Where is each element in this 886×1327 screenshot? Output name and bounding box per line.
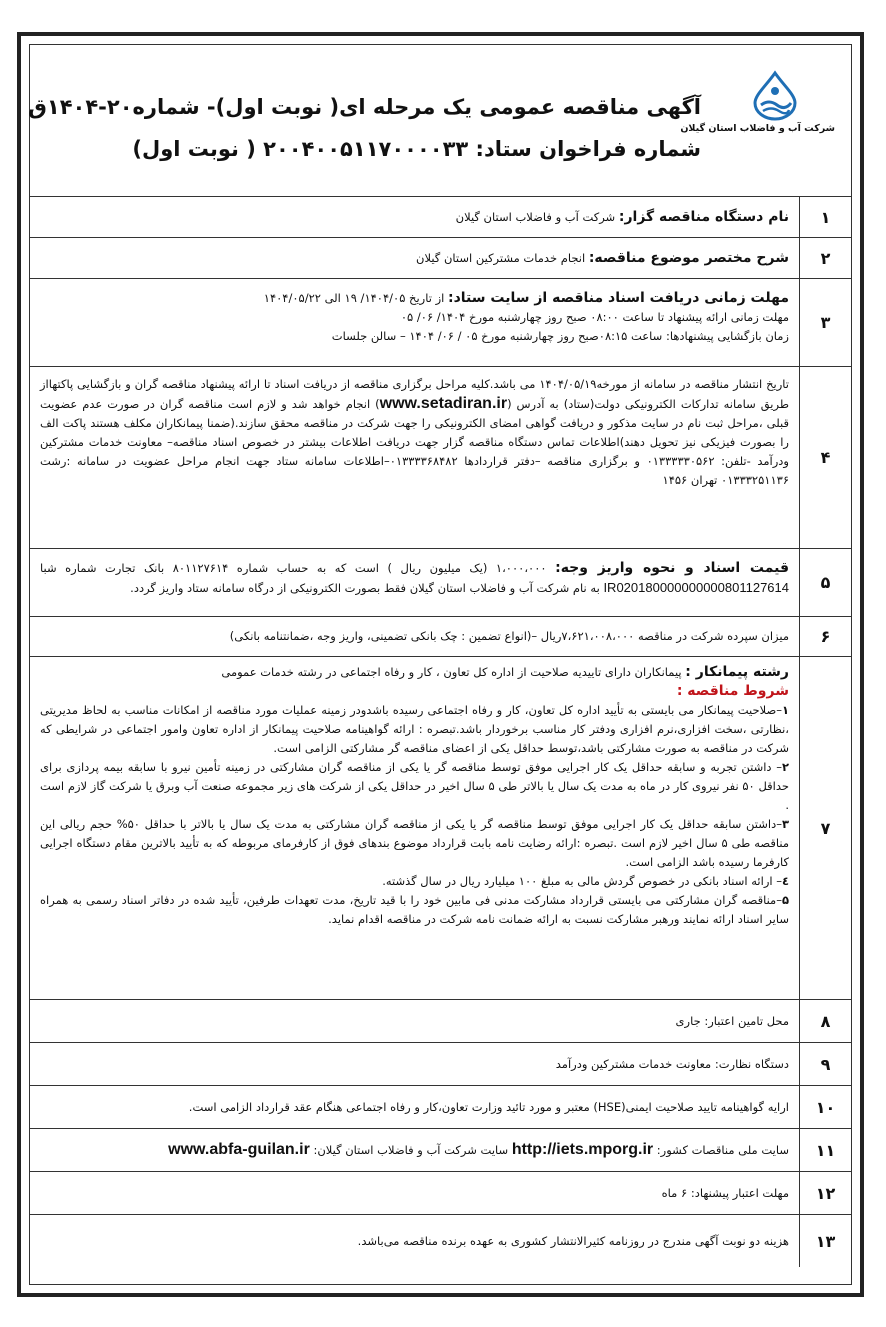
row-content [30,1043,799,1085]
logo-caption: شرکت آب و فاضلاب استان گیلان [680,123,835,134]
row-text: مهلت اعتبار پیشنهاد: ۶ ماه [661,1185,789,1200]
row-number: ۹ [799,1043,851,1085]
row-number: ۷ [799,657,851,999]
table-row [30,1129,851,1172]
row-text: سایت ملی مناقصات کشور: [653,1143,789,1157]
condition-item: ۱–صلاحیت پیمانکار می بایستی به تأیید اداره کل تعاون، کار و رفاه اجتماعی رسیده باشدودر زمینه عملیات مورد مناقصه از امکانات مناسب به لحاظ مدیریتی ،نظارتی ،سخت افزاری،نرم افزاری ودفتر کار مناسب برخوردار باشد.تبصره : ارائه گواهینامه صلاحیت پیمانکار از اداره تعاون وامور اجتماعی در شرایطی که شرکت در مناقصه به صورت مشارکتی باشد،توسط حداقل یکی از اعضای مناقصه گر مشارکتی الزامی است. [40,703,789,755]
condition-item: ۲– داشتن تجربه و سابقه حداقل یک کار اجرایی موفق توسط مناقصه گر یا یکی از مناقصه گران مشارکتی در زمینه تأمین نیرو با سابقه بیمه پردازی برای حداقل ۵۰ نفر نیروی کار در ماه به مدت یک سال یا بالاتر طی ۵ سال اخیر در حداقل یکی از شرکت های زیر مجموعه صنعت آب وبرق یا شرکت گاز لازم است . [40,760,789,812]
row-content [30,197,799,237]
row-text: ) انجام خواهد شد و لازم است مناقصه گران در صورت عدم عضویت قبلی ،مراحل ثبت نام در سایت مذکور و دریافت گواهی امضای الکترونیکی را جهت شرکت در مناقصه محقق سازند.(ضمنا پیمانکاران مکلف هستند پاکت الف را بصورت فیزیکی نیز تحویل دهند)اطلاعات تماس دستگاه مناقصه گزار جهت دریافت اطلاعات بیشتر در خصوص اسناد مناقصه– معاونت خدمات مشترکین ودرآمد -تلفن: ۰۱۳۳۳۳۳۰۵۶۲ و برگزاری مناقصه –دفتر قراردادها ۰۱۳۳۳۳۶۸۴۸۲–اطلاعات سامانه ستاد جهت انجام مراحل عضویت در سامانه :رشت ۰۱۳۳۳۲۵۱۱۳۶ تهران ۱۴۵۶ [40,397,789,487]
table-row [30,1172,851,1215]
notice-table [30,197,851,1267]
row-text: سایت شرکت آب و فاضلاب استان گیلان: [309,1143,512,1157]
water-drop-logo-icon [747,69,803,121]
table-row [30,657,851,1000]
row-text: هزینه دو نوبت آگهی مندرج در روزنامه کثیرالانتشار کشوری به عهده برنده مناقصه می‌باشد. [357,1233,789,1248]
row-text: انجام خدمات مشترکین استان گیلان [416,250,589,265]
row-content [30,549,799,616]
row-number: ۱ [799,197,851,237]
row-text: میزان سپرده شرکت در مناقصه ۷،۶۲۱،۰۰۸،۰۰۰ریال –(انواع تضمین : چک بانکی تضمینی، واریز وجه ،ضمانتنامه بانکی) [229,629,789,643]
row-text: پیمانکاران دارای تاییدیه صلاحیت از اداره کل تعاون ، کار و رفاه اجتماعی در رشته خدمات عمومی [221,665,686,679]
table-row [30,1000,851,1043]
row-text: تاریخ انتشار مناقصه در سامانه از مورخه۱۴۰۴/۰۵/۱۹ می باشد.کلیه مراحل برگزاری مناقصه از دریافت اسناد تا ارائه پیشنهاد مناقصه گران و بازگشایی پاکتهااز طریق سامانه تدارکات الکترونیکی دولت(ستاد) به آدرس ( [40,377,789,411]
row-number: ۱۰ [799,1086,851,1128]
row-content [30,279,799,366]
condition-item: ٤– ارائه اسناد بانکی در خصوص گردش مالی به مبلغ ۱۰۰ میلیارد ریال در سال گذشته. [382,874,789,888]
row-text: ارایه گواهینامه تایید صلاحیت ایمنی(HSE) معتبر و مورد تائید وزارت تعاون،کار و رفاه اجتماعی هنگام عقد قرارداد الزامی است. [188,1099,789,1114]
table-row [30,279,851,367]
row-content [30,238,799,278]
table-row [30,238,851,279]
row-number: ۱۳ [799,1215,851,1267]
row-content [30,1086,799,1128]
row-number: ۵ [799,549,851,616]
table-row [30,1215,851,1267]
row-number: ۳ [799,279,851,366]
row-number: ۴ [799,367,851,548]
row-number: ۶ [799,617,851,656]
notice-header [30,45,851,197]
row-label: شرح مختصر موضوع مناقصه: [588,249,789,266]
opening-time: زمان بازگشایی پیشنهادها: ساعت ۰۸:۱۵صبح روز چهارشنبه مورخ ۰۵ / ۰۶/ ۱۴۰۴ – سالن جلسات [331,329,789,343]
table-row [30,1043,851,1086]
row-content [30,367,799,548]
notice-title: آگهی مناقصه عمومی یک مرحله ای( نوبت اول)- شماره۲۰-۱۴۰۴ق [28,95,701,119]
company-logo [680,69,835,134]
row-text: از تاریخ ۱۴۰۴/۰۵/ ۱۹ الی ۱۴۰۴/۰۵/۲۲ [263,291,448,305]
table-row [30,1086,851,1129]
abfa-guilan-link[interactable]: www.abfa-guilan.ir [168,1141,310,1158]
row-number: ۱۱ [799,1129,851,1171]
row-text: شرکت آب و فاضلاب استان گیلان [455,209,619,224]
iban-number: IR020180000000000801127614 [603,580,789,595]
row-text: ۱،۰۰۰،۰۰۰ (یک میلیون ریال ) است که به حساب شماره ۸۰۱۱۲۷۶۱۴ بانک تجارت شماره شبا [40,561,556,575]
row-content [30,617,799,656]
condition-item: ۳–داشتن سابقه حداقل یک کار اجرایی موفق توسط مناقصه گر یا یکی از مناقصه گران مشارکتی به مدت یک سال یا بالاتر با حداقل ۵۰% حجم ریالی این مناقصه طی ۵ سال اخیر لازم است .تبصره :ارائه رضایت نامه بابت قرارداد موضوع بندهای فوق از کارفرمای مربوطه که به تأیید بالاترین مقام دستگاه اجرایی کارفرما رسیده باشد الزامی است. [40,817,789,869]
proposal-deadline: مهلت زمانی ارائه پیشنهاد تا ساعت ۰۸:۰۰ صبح روز چهارشنبه مورخ ۱۴۰۴/ ۰۶/ ۰۵ [400,310,789,324]
notice-inner [29,44,852,1285]
setadiran-link[interactable]: www.setadiran.ir [379,395,508,412]
table-row [30,197,851,238]
row-label: نام دستگاه مناقصه گزار: [618,208,789,225]
row-number: ۲ [799,238,851,278]
row-content [30,1172,799,1214]
row-text: محل تامین اعتبار: جاری [675,1013,789,1028]
tender-call-number: شماره فراخوان ستاد: ۲۰۰۴۰۰۵۱۱۷۰۰۰۰۳۳ ( نوبت اول) [132,137,701,161]
row-content [30,657,799,999]
row-number: ۸ [799,1000,851,1042]
table-row [30,617,851,657]
conditions-title: شروط مناقصه : [676,683,789,699]
row-text: به نام شرکت آب و فاضلاب استان گیلان فقط بصورت الکترونیکی از درگاه سامانه ستاد واریز گردد. [130,581,604,595]
table-row [30,367,851,549]
row-label: قیمت اسناد و نحوه واریز وجه: [555,560,790,576]
condition-item: ۵–مناقصه گران مشارکتی می بایستی قرارداد مشارکت مدنی فی مابین خود را با قید تاریخ، مدت تعهدات طرفین، تأیید شده در دفاتر اسناد رسمی به همراه سایر اسناد ارائه نمایند ورهبر مشارکت نسبت به ارائه ضمانت نامه شرکت در مناقصه اقدام نماید. [40,893,789,926]
table-row [30,549,851,617]
iets-link[interactable]: http://iets.mporg.ir [511,1141,654,1158]
row-text: دستگاه نظارت: معاونت خدمات مشترکین ودرآمد [555,1056,789,1071]
row-number: ۱۲ [799,1172,851,1214]
row-label: رشته پیمانکار : [685,664,789,680]
notice-frame [17,32,864,1297]
row-label: مهلت زمانی دریافت اسناد مناقصه از سایت ستاد: [447,290,789,306]
row-content [30,1215,799,1267]
row-content [30,1000,799,1042]
row-content [30,1129,799,1171]
